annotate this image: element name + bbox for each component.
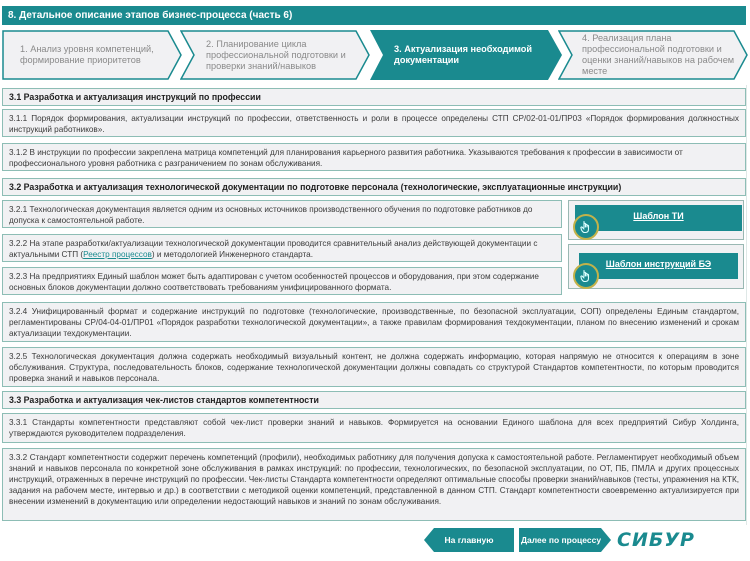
paragraph-3-2-5: 3.2.5 Технологическая документация должна содержать необходимый визуальный контент, не должна содержать информацию, которая напрямую не относится к операциям в зоне обслуживания. Структура, последовательность блоков, содержание технологической документации должны совпадать со структурой Стандартов компетентности, по которым проводится проверка знаний и навыков персонала.: [2, 347, 746, 387]
paragraph-3-1-1: 3.1.1 Порядок формирования, актуализации инструкций по профессии, ответственность и роли в процессе определены СТП СР/02-01-01/ПР03 «Порядок формирования должностных инструкций работников».: [2, 109, 746, 137]
paragraph-3-3-2: 3.3.2 Стандарт компетентности содержит перечень компетенций (профили), необходимых работнику для получения допуска к самостоятельной работе. Регламентирует необходимый объем знаний и навыков персонала по конкретной зоне обслуживания в рамках инструкций: по профессии, технологических, по безопасной эксплуатации, по ОТ, ПБ, ПМЛА и других процессных инструкций, отраженных в перечне инструкций по профессии. Чек-листы Стандарта компетентности определяют оптимальные способы проверки знаний/навыков (тесты, упражнения на КТК, задания на рабочем месте, интервью и др.) в соответствии с методикой оценки компетенций, представленной в данном СТП. Стандарт компетентности своевременно актуализируется при внесении изменений в документацию или определении недостающий навыков и знаний по зонам обслуживания.: [2, 448, 746, 521]
section-3-3-header: 3.3 Разработка и актуализация чек-листов стандартов компетентности: [2, 391, 746, 409]
section-3-2-header: 3.2 Разработка и актуализация технологической документации по подготовке персонала (технологические, эксплуатационные инструкции): [2, 178, 746, 196]
section-3-1-header: 3.1 Разработка и актуализация инструкций по профессии: [2, 88, 746, 106]
step-1-label: 1. Анализ уровня компетенций, формирование приоритетов: [20, 44, 154, 65]
page-title: 8. Детальное описание этапов бизнес-процесса (часть 6): [2, 6, 746, 25]
process-registry-link[interactable]: Реестр процессов: [83, 250, 152, 259]
scrollbar[interactable]: [746, 85, 750, 525]
step-3-label: 3. Актуализация необходимой документации: [394, 44, 533, 65]
home-button[interactable]: На главную: [424, 528, 514, 552]
process-steps: [2, 30, 746, 80]
step-2[interactable]: [180, 30, 370, 80]
template-ti-button[interactable]: Шаблон ТИ: [575, 205, 742, 231]
paragraph-3-3-1: 3.3.1 Стандарты компетентности представляют собой чек-лист проверки знаний и навыков. Формируется на основании Единого шаблона для всех предприятий Сибур Холдинга, утверждаются руководителем подразделения.: [2, 413, 746, 443]
paragraph-3-2-4: 3.2.4 Унифицированный формат и содержание инструкций по подготовке (технологические, производственные, по безопасной эксплуатации, СОП) определены Единым стандартом, регламентированы СР/04-04-01/ПР01 «Порядок разработки технологической документации», а также правилам формирования техдокументации, планом по внесению изменений и срокам актуализации техдокументации.: [2, 302, 746, 342]
paragraph-3-1-2: 3.1.2 В инструкции по профессии закреплена матрица компетенций для планирования карьерного развития работника. Указываются требования к профессии в зависимости от профессионального уровня работника с разграничением по зонам обслуживания.: [2, 143, 746, 171]
step-4-label: 4. Реализация плана профессиональной подготовки и оценки знаний/навыков на рабочем месте: [582, 33, 735, 76]
paragraph-3-2-2: 3.2.2 На этапе разработки/актуализации технологической документации проводится сравнительный анализ действующей документации с актуальными СТП (Реестр процессов) и методологией Инженерного стандарта.: [2, 234, 562, 262]
sibur-logo: СИБУР: [617, 529, 695, 551]
step-3[interactable]: [370, 30, 562, 80]
next-step-button[interactable]: Далее по процессу: [519, 528, 611, 552]
step-2-label: 2. Планирование цикла профессиональной подготовки и проверки знаний/навыков: [206, 38, 346, 71]
paragraph-3-2-3: 3.2.3 На предприятиях Единый шаблон может быть адаптирован с учетом особенностей процессов и оборудования, при этом содержание основных блоков документации должно соответствовать требованиям унифицированного формата.: [2, 267, 562, 295]
hand-pointer-icon: [573, 263, 599, 289]
hand-pointer-icon: [573, 214, 599, 240]
paragraph-3-2-1: 3.2.1 Технологическая документация является одним из основных источников производственного обучения по подготовке работников до допуска к самостоятельной работе.: [2, 200, 562, 228]
step-1[interactable]: [2, 30, 182, 80]
template-be-button[interactable]: Шаблон инструкций БЭ: [579, 253, 738, 279]
step-4[interactable]: [558, 30, 748, 80]
